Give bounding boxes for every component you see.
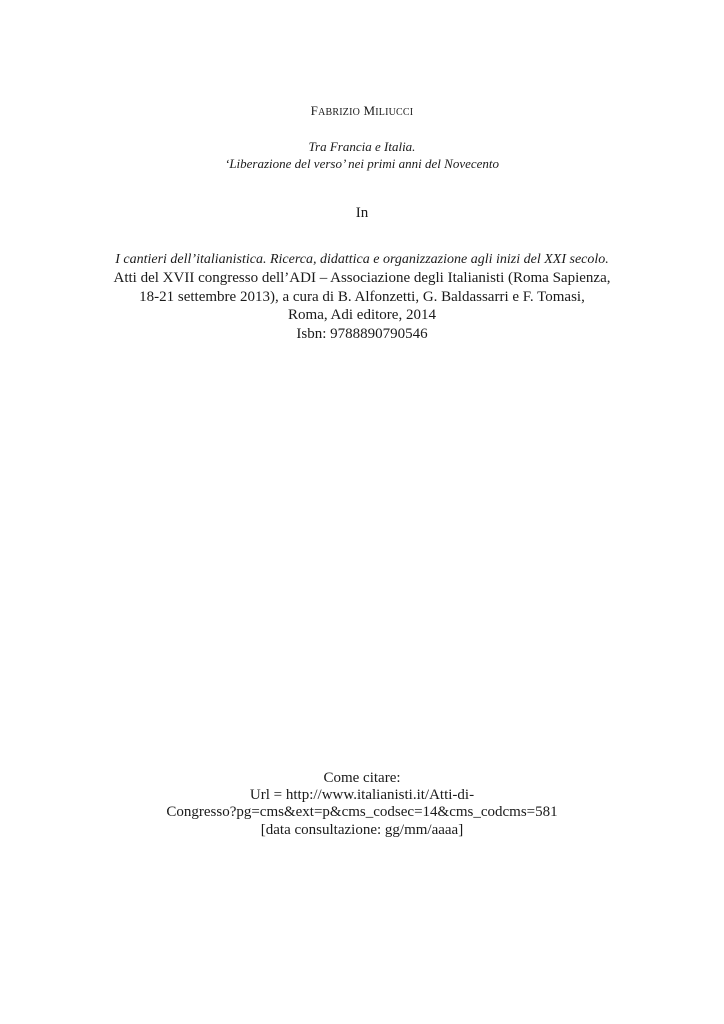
author-first-initial: F [310, 103, 319, 118]
essay-title-line2: ‘Liberazione del verso’ nei primi anni del Novecento [224, 156, 500, 171]
volume-title: I cantieri dell’italianistica. Ricerca, didattica e organizzazione agli inizi del XXI secolo. [115, 252, 609, 267]
author-name [0, 103, 724, 119]
author-first-rest: ABRIZIO [318, 107, 361, 118]
citation-heading: Come citare: [323, 770, 401, 786]
citation-access-note: [data consultazione: gg/mm/aaaa] [260, 822, 464, 838]
citation-url-line1: Url = http://www.italianisti.it/Atti-di- [249, 787, 475, 803]
in-label: In [355, 205, 369, 221]
essay-title-line1: Tra Francia e Italia. [308, 139, 416, 154]
volume-publisher-line: Roma, Adi editore, 2014 [288, 307, 436, 323]
volume-isbn: Isbn: 9788890790546 [296, 326, 428, 342]
citation-url-line2: Congresso?pg=cms&ext=p&cms_codsec=14&cms_codcms=581 [166, 804, 558, 820]
volume-proceedings-line: Atti del XVII congresso dell’ADI – Associazione degli Italianisti (Roma Sapienza, [113, 270, 611, 286]
volume-editors-line: 18-21 settembre 2013), a cura di B. Alfonzetti, G. Baldassarri e F. Tomasi, [139, 289, 585, 305]
author-last-initial: M [363, 103, 376, 118]
author-last-rest: ILIUCCI [375, 107, 414, 118]
